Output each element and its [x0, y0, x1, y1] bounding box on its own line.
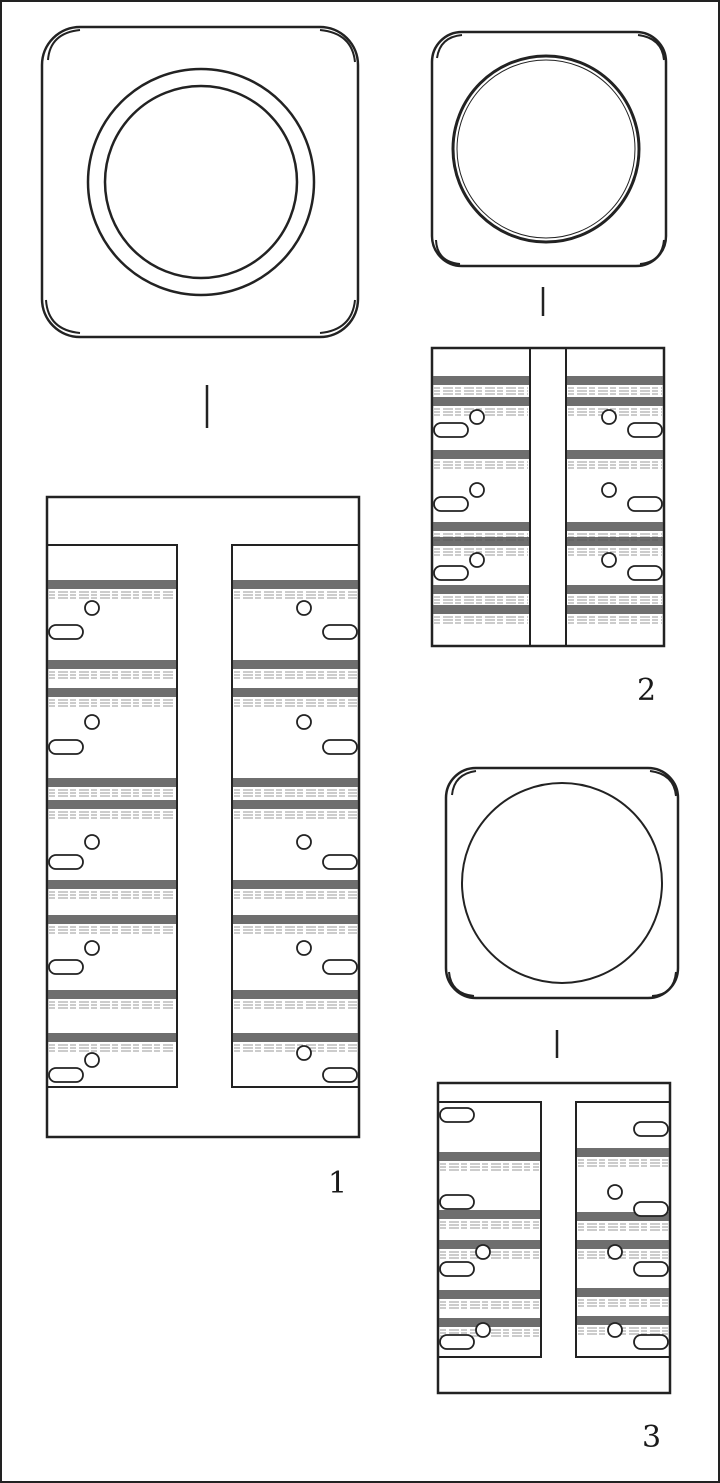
hatch-band — [48, 778, 176, 787]
hatch-band — [48, 688, 176, 697]
slot-mark — [628, 566, 662, 580]
hatch-band — [233, 688, 358, 697]
hatch-band — [577, 1288, 669, 1297]
hole-mark — [297, 835, 311, 849]
slot-mark — [440, 1262, 474, 1276]
slot-mark — [49, 740, 83, 754]
hatch-band — [48, 915, 176, 924]
slot-mark — [628, 497, 662, 511]
hatch-band — [433, 537, 529, 546]
hole-mark — [85, 835, 99, 849]
hatch-band — [233, 880, 358, 889]
hatch-band — [233, 915, 358, 924]
hatch-band — [433, 376, 529, 385]
hatch-band — [48, 1033, 176, 1042]
slot-mark — [323, 625, 357, 639]
slot-mark — [634, 1335, 668, 1349]
hatch-band — [567, 522, 663, 531]
slot-mark — [440, 1108, 474, 1122]
slot-mark — [434, 566, 468, 580]
hole-mark — [470, 553, 484, 567]
hatch-band — [567, 397, 663, 406]
hatch-band — [233, 1033, 358, 1042]
hatch-band — [233, 800, 358, 809]
hatch-band — [577, 1240, 669, 1249]
hatch-band — [439, 1152, 540, 1161]
hatch-band — [233, 778, 358, 787]
hatch-band — [567, 450, 663, 459]
hole-mark — [608, 1245, 622, 1259]
hole-mark — [297, 1046, 311, 1060]
hole-mark — [297, 601, 311, 615]
hole-mark — [470, 483, 484, 497]
hole-mark — [297, 941, 311, 955]
hole-mark — [608, 1323, 622, 1337]
slot-mark — [634, 1202, 668, 1216]
slot-mark — [49, 855, 83, 869]
hatch-band — [567, 605, 663, 614]
hole-mark — [85, 715, 99, 729]
hatch-band — [233, 580, 358, 589]
hole-mark — [602, 483, 616, 497]
hatch-band — [439, 1290, 540, 1299]
hatch-band — [233, 660, 358, 669]
hole-mark — [85, 941, 99, 955]
slot-mark — [49, 1068, 83, 1082]
hatch-band — [48, 660, 176, 669]
item-2-label: 2 — [637, 673, 657, 708]
item-3-label: 3 — [642, 1420, 662, 1455]
hatch-band — [433, 522, 529, 531]
hatch-band — [433, 585, 529, 594]
slot-mark — [323, 960, 357, 974]
hole-mark — [602, 553, 616, 567]
hatch-band — [567, 537, 663, 546]
hatch-band — [577, 1148, 669, 1157]
hole-mark — [470, 410, 484, 424]
hole-mark — [476, 1323, 490, 1337]
slot-mark — [323, 855, 357, 869]
slot-mark — [628, 423, 662, 437]
hatch-band — [433, 605, 529, 614]
hole-mark — [85, 1053, 99, 1067]
hatch-band — [567, 376, 663, 385]
item-1-label: 1 — [328, 1166, 348, 1201]
slot-mark — [434, 497, 468, 511]
slot-mark — [49, 960, 83, 974]
hatch-band — [48, 580, 176, 589]
hole-mark — [602, 410, 616, 424]
hatch-band — [433, 397, 529, 406]
hatch-band — [233, 990, 358, 999]
hole-mark — [608, 1185, 622, 1199]
slot-mark — [434, 423, 468, 437]
hatch-band — [48, 880, 176, 889]
hole-mark — [85, 601, 99, 615]
hatch-band — [567, 585, 663, 594]
hatch-band — [439, 1210, 540, 1219]
hatch-band — [48, 800, 176, 809]
slot-mark — [323, 1068, 357, 1082]
slot-mark — [440, 1335, 474, 1349]
hole-mark — [476, 1245, 490, 1259]
slot-mark — [49, 625, 83, 639]
slot-mark — [323, 740, 357, 754]
hole-mark — [297, 715, 311, 729]
slot-mark — [634, 1262, 668, 1276]
hatch-band — [433, 450, 529, 459]
hatch-band — [577, 1316, 669, 1325]
slot-mark — [440, 1195, 474, 1209]
hatch-band — [48, 990, 176, 999]
slot-mark — [634, 1122, 668, 1136]
